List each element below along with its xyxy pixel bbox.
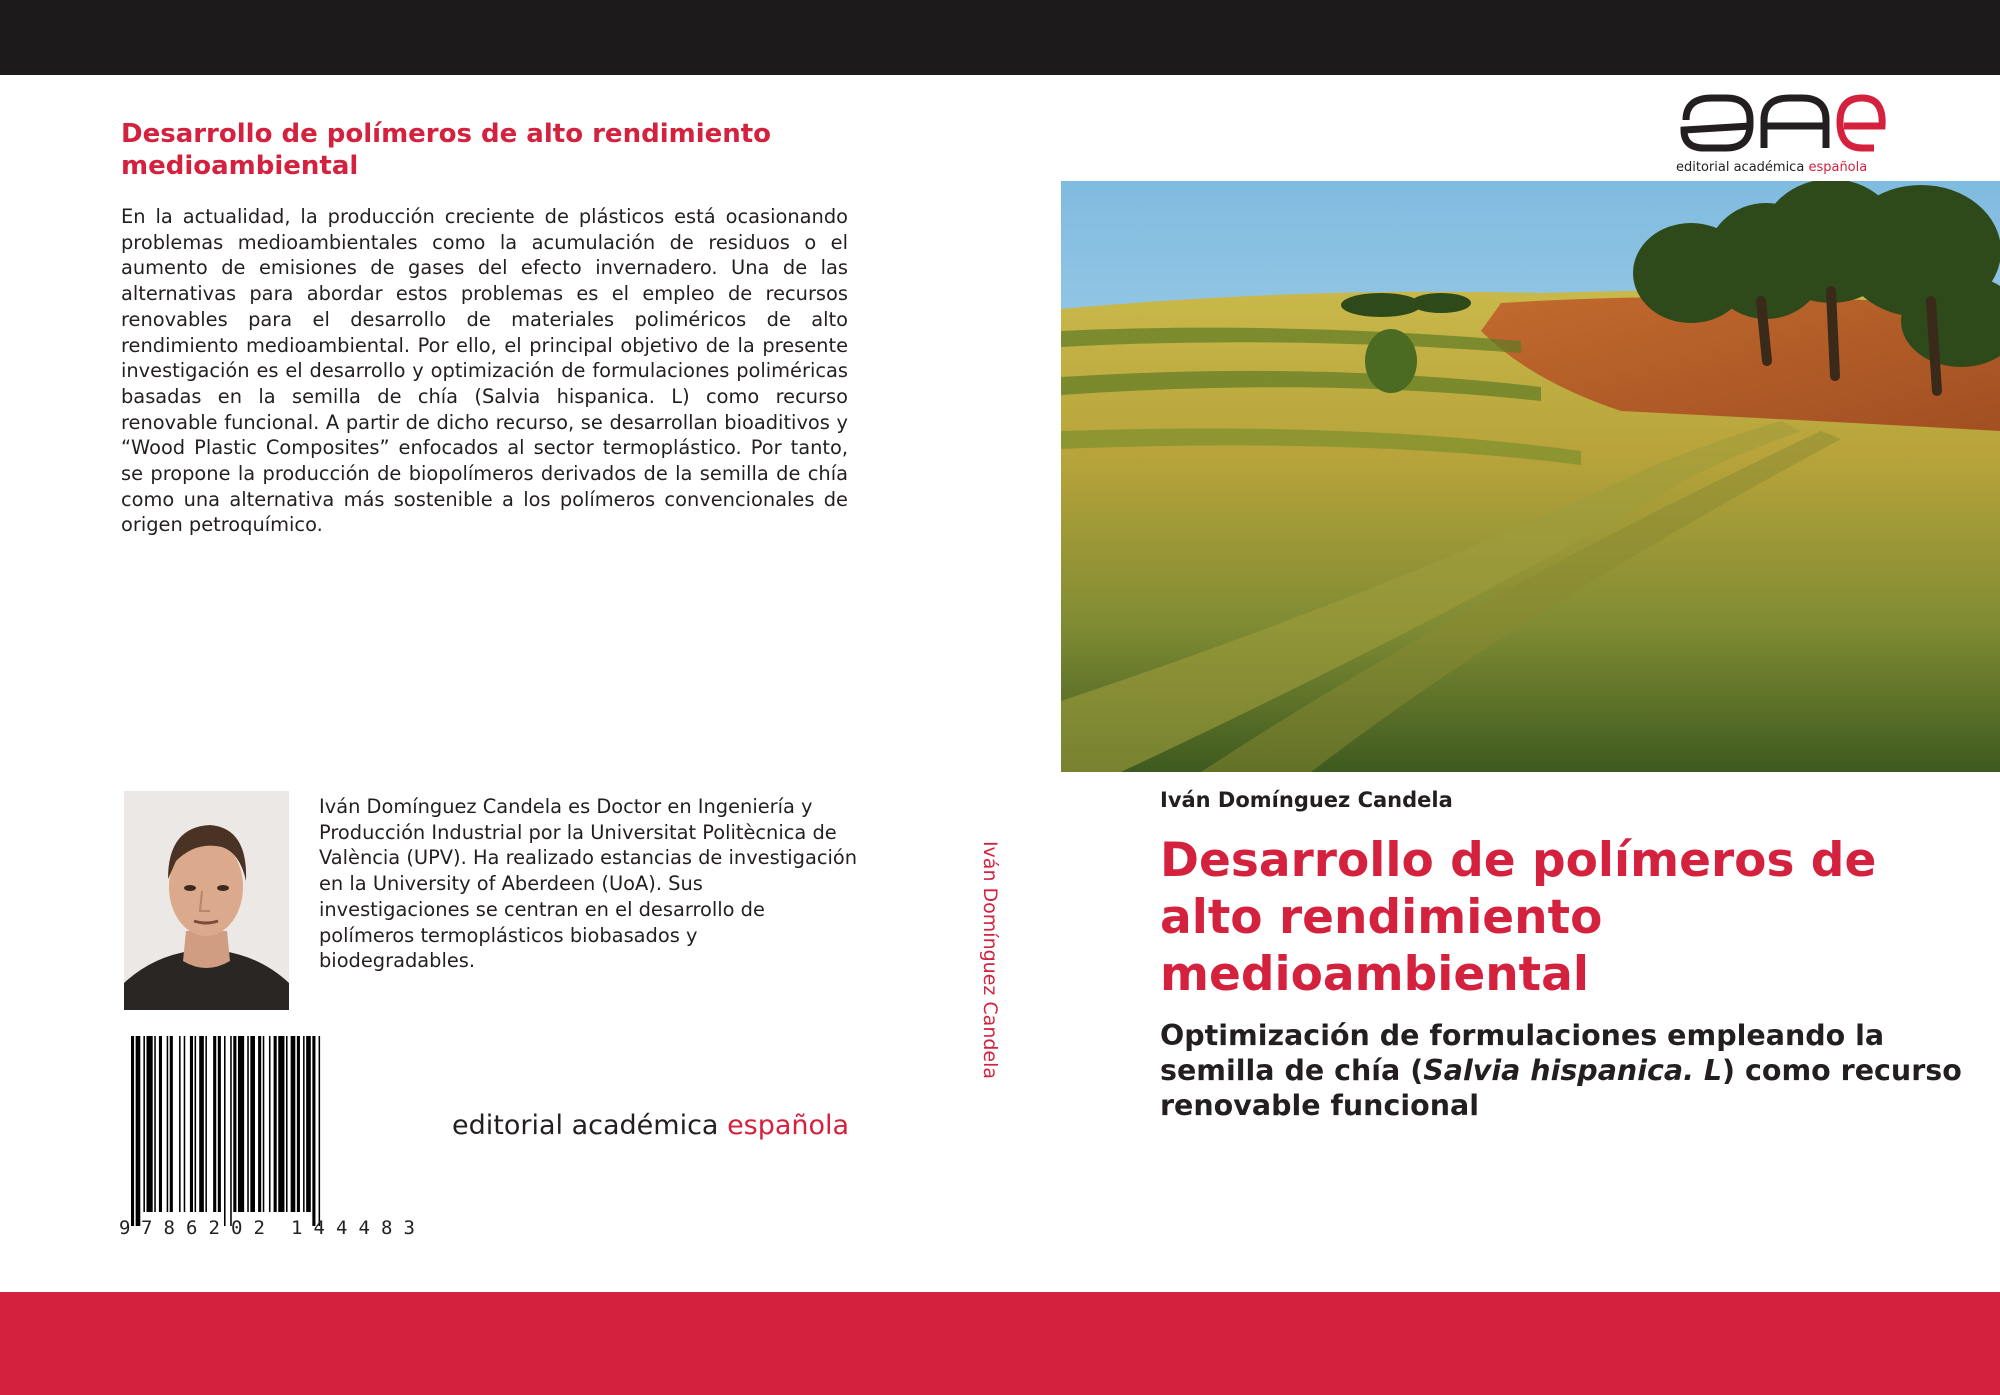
barcode-bar (205, 1036, 207, 1212)
barcode-bar (278, 1036, 284, 1212)
barcode-digit: 4 (313, 1217, 325, 1236)
barcode-bar (147, 1036, 153, 1212)
author-bio: Iván Domínguez Candela es Doctor en Ingeniería y Producción Industrial por la Universitat Politècnica de València (UPV). Ha realizado estancias de investigación en la University of Aberdeen (UoA). Sus investigaciones se centran en el desarrollo de polímeros termoplásticos biobasados y biodegradables. (319, 795, 858, 973)
barcode-bar (224, 1036, 226, 1226)
front-subtitle (1160, 1018, 2000, 1123)
barcode-bar (312, 1036, 315, 1226)
barcode-bar (136, 1036, 141, 1226)
barcode-bar (159, 1036, 162, 1212)
top-band (0, 0, 2000, 75)
barcode-bar (218, 1036, 221, 1212)
barcode-digit: 4 (358, 1217, 370, 1236)
barcode-bar (247, 1036, 249, 1212)
barcode-bar (258, 1036, 261, 1212)
barcode-bar (184, 1036, 186, 1212)
spine-author: Iván Domínguez Candela (979, 840, 1001, 1080)
barcode-bar (143, 1036, 145, 1212)
barcode-bar (213, 1036, 216, 1212)
barcode-bar (291, 1036, 296, 1212)
barcode-bar (199, 1036, 204, 1212)
bottom-band (0, 1292, 2000, 1395)
front-subtitle-part1: Optimización de formulaciones empleando la semilla de chía ( (1160, 1019, 1885, 1087)
barcode-bar (303, 1036, 305, 1212)
barcode-bar (131, 1036, 134, 1226)
barcode-bar (167, 1036, 169, 1212)
logo-caption (1676, 160, 1867, 175)
cover-photo (1061, 181, 2000, 772)
barcode-bar (195, 1036, 197, 1212)
barcode-digit: 2 (208, 1217, 220, 1236)
barcode-bar (250, 1036, 255, 1212)
barcode-bar (269, 1036, 271, 1212)
barcode-bar (319, 1036, 321, 1226)
barcode-bar (170, 1036, 173, 1212)
back-cover-abstract: En la actualidad, la producción creciente de plásticos está ocasionando problemas medioambientales como la acumulación de residuos o el aumento de emisiones de gases del efecto invernadero. Una de las alternativas para abordar estos problemas es el empleo de recursos renovables para el desarrollo de materiales poliméricos de alto rendimiento medioambiental. Por ello, el principal objetivo de la presente investigación es el desarrollo y optimización de formulaciones poliméricas basadas en la semilla de chía (Salvia hispanica. L) como recurso renovable funcional. A partir de dicho recurso, se desarrollan bioaditivos y “Wood Plastic Composites” enfocados al sector termoplástico. Por tanto, se propone la producción de biopolímeros derivados de la semilla de chía como una alternativa más sostenible a los polímeros convencionales de origen petroquímico. (121, 205, 848, 537)
publisher-name-accent: española (727, 1110, 850, 1141)
barcode-bar (233, 1036, 236, 1212)
barcode-digit: 8 (381, 1217, 393, 1236)
front-subtitle-part2: ) como recurso renovable funcional (1160, 1054, 1962, 1122)
barcode-bar (274, 1036, 277, 1212)
barcode-digit: 2 (253, 1217, 265, 1236)
barcode-digit: 9 (119, 1217, 131, 1236)
front-title: Desarrollo de polímeros de alto rendimiento medioambiental (1160, 833, 1877, 1002)
front-subtitle-italic: Salvia hispanica. L (1423, 1054, 1723, 1087)
barcode-bar (238, 1036, 244, 1212)
barcode-digit: 3 (403, 1217, 415, 1236)
logo-caption-accent: española (1808, 160, 1868, 175)
barcode-digit: 8 (163, 1217, 175, 1236)
publisher-name (452, 1110, 849, 1141)
barcode-bar (263, 1036, 265, 1212)
barcode-bar (190, 1036, 193, 1212)
front-author: Iván Domínguez Candela (1160, 788, 1453, 812)
publisher-name-main: editorial académica (452, 1110, 719, 1141)
barcode-bar (286, 1036, 288, 1212)
barcode-bar (230, 1036, 232, 1226)
author-photo (124, 791, 289, 1010)
barcode-digit: 1 (291, 1217, 303, 1236)
barcode-digit: 7 (141, 1217, 153, 1236)
back-cover-title: Desarrollo de polímeros de alto rendimiento medioambiental (121, 119, 772, 181)
barcode-digit: 6 (186, 1217, 198, 1236)
barcode-bar (179, 1036, 181, 1212)
barcode-bar (297, 1036, 300, 1212)
logo-caption-main: editorial académica (1676, 160, 1805, 175)
barcode-bar (154, 1036, 156, 1212)
barcode-bar (306, 1036, 311, 1212)
barcode (119, 1036, 439, 1236)
barcode-digit: 4 (336, 1217, 348, 1236)
barcode-digit: 0 (231, 1217, 243, 1236)
